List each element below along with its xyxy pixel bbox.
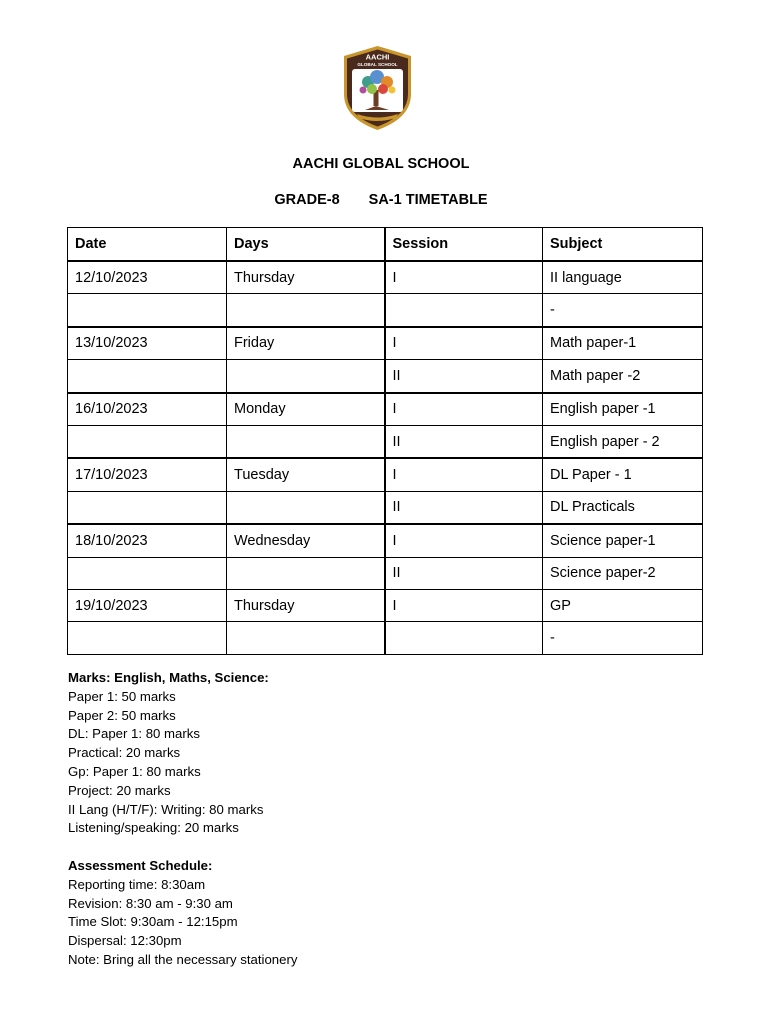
timetable-title: SA-1 TIMETABLE <box>368 192 488 208</box>
marks-line: Paper 2: 50 marks <box>68 707 176 723</box>
schedule-line: Revision: 8:30 am - 9:30 am <box>68 895 233 911</box>
cell-day: Monday <box>227 393 385 426</box>
marks-line: DL: Paper 1: 80 marks <box>68 726 200 742</box>
cell-subject: Math paper -2 <box>543 360 703 393</box>
cell-subject: - <box>543 294 703 327</box>
school-name: AACHI GLOBAL SCHOOL <box>292 156 470 172</box>
cell-date: 18/10/2023 <box>68 524 227 557</box>
cell-session: I <box>385 589 543 621</box>
cell-day: Friday <box>227 327 385 360</box>
cell-day <box>227 622 385 654</box>
cell-session: II <box>385 425 543 458</box>
schedule-line: Time Slot: 9:30am - 12:15pm <box>68 914 238 930</box>
header-days: Days <box>227 228 385 262</box>
cell-subject: Science paper-2 <box>543 557 703 589</box>
cell-date: 12/10/2023 <box>68 261 227 294</box>
cell-date <box>68 622 227 654</box>
cell-day <box>227 491 385 524</box>
table-row <box>68 557 703 589</box>
marks-line: Listening/speaking: 20 marks <box>68 820 239 836</box>
cell-session: II <box>385 557 543 589</box>
cell-day: Thursday <box>227 589 385 621</box>
cell-date <box>68 425 227 458</box>
schedule-line: Dispersal: 12:30pm <box>68 933 182 949</box>
schedule-line: Reporting time: 8:30am <box>68 876 206 892</box>
cell-session: I <box>385 524 543 557</box>
table-row <box>68 327 703 360</box>
header-session: Session <box>385 228 543 262</box>
table-row <box>68 294 703 327</box>
cell-day: Wednesday <box>227 524 385 557</box>
cell-session: I <box>385 261 543 294</box>
marks-heading: Marks: English, Maths, Science: <box>68 670 269 685</box>
timetable-heading <box>0 192 762 208</box>
cell-subject: DL Paper - 1 <box>543 458 703 491</box>
cell-day <box>227 360 385 393</box>
table-row <box>68 261 703 294</box>
section-spacer <box>68 838 297 857</box>
cell-subject: DL Practicals <box>543 491 703 524</box>
table-header-row <box>68 228 703 262</box>
cell-date: 13/10/2023 <box>68 327 227 360</box>
cell-subject: Math paper-1 <box>543 327 703 360</box>
notes-section <box>68 669 297 970</box>
logo-line2: GLOBAL SCHOOL <box>357 62 398 67</box>
cell-session: I <box>385 327 543 360</box>
cell-subject: English paper -1 <box>543 393 703 426</box>
cell-day: Thursday <box>227 261 385 294</box>
schedule-heading: Assessment Schedule: <box>68 857 213 873</box>
cell-subject: II language <box>543 261 703 294</box>
grade-label: GRADE-8 <box>274 192 340 208</box>
cell-session <box>385 622 543 654</box>
table-row <box>68 589 703 621</box>
cell-day <box>227 294 385 327</box>
marks-line: II Lang (H/T/F): Writing: 80 marks <box>68 801 264 817</box>
cell-date: 16/10/2023 <box>68 393 227 426</box>
table-row <box>68 458 703 491</box>
table-row <box>68 491 703 524</box>
cell-subject: GP <box>543 589 703 621</box>
cell-session: II <box>385 360 543 393</box>
table-row <box>68 622 703 654</box>
marks-line: Paper 1: 50 marks <box>68 688 176 704</box>
logo-line1: AACHI <box>365 52 390 62</box>
cell-day <box>227 425 385 458</box>
header-date: Date <box>68 228 227 262</box>
cell-date <box>68 557 227 589</box>
cell-date <box>68 491 227 524</box>
cell-session: I <box>385 393 543 426</box>
cell-session <box>385 294 543 327</box>
cell-date <box>68 294 227 327</box>
marks-line: Practical: 20 marks <box>68 745 181 761</box>
cell-session: I <box>385 458 543 491</box>
marks-line: Gp: Paper 1: 80 marks <box>68 763 201 779</box>
cell-subject: - <box>543 622 703 654</box>
table-row <box>68 360 703 393</box>
cell-date: 19/10/2023 <box>68 589 227 621</box>
table-row <box>68 524 703 557</box>
table-row <box>68 425 703 458</box>
schedule-line: Note: Bring all the necessary stationery <box>68 951 298 967</box>
header-subject: Subject <box>543 228 703 262</box>
table-row <box>68 393 703 426</box>
school-logo <box>341 44 414 132</box>
timetable-table <box>67 227 703 655</box>
cell-date <box>68 360 227 393</box>
cell-session: II <box>385 491 543 524</box>
marks-line: Project: 20 marks <box>68 782 171 798</box>
cell-day <box>227 557 385 589</box>
cell-subject: English paper - 2 <box>543 425 703 458</box>
cell-date: 17/10/2023 <box>68 458 227 491</box>
cell-day: Tuesday <box>227 458 385 491</box>
cell-subject: Science paper-1 <box>543 524 703 557</box>
